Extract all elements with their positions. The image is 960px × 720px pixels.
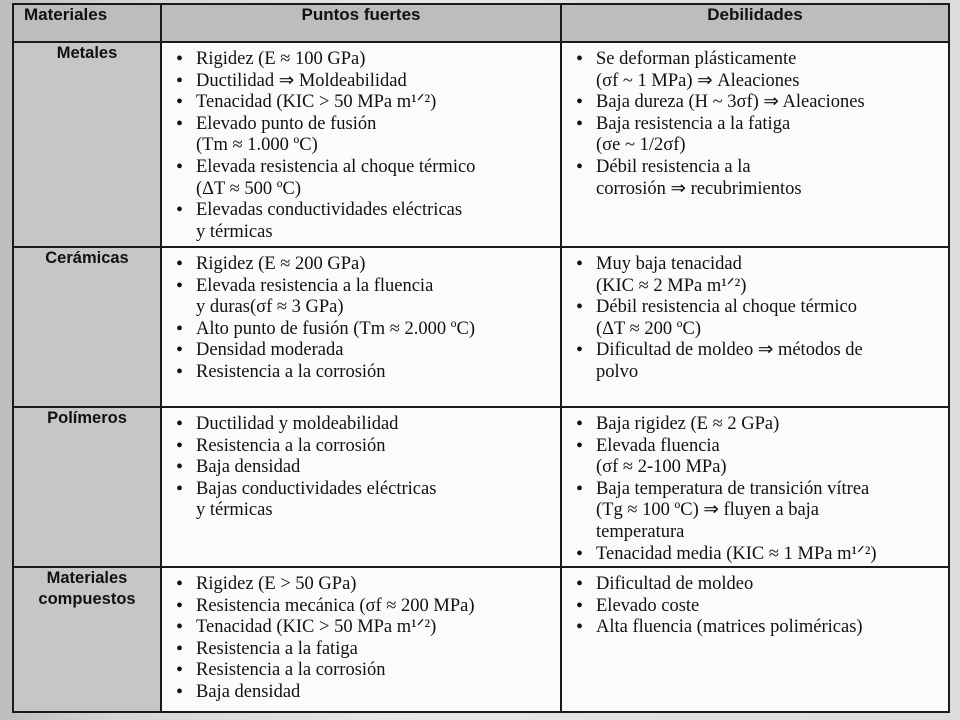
header-row: [13, 4, 949, 42]
list-item: • Rigidez (E ≈ 100 GPa): [174, 49, 556, 71]
list-item: • Dificultad de moldeo ⇒ métodos de polvo: [574, 340, 944, 383]
list-item: • Baja densidad: [174, 682, 556, 704]
list-item: • Tenacidad media (KIC ≈ 1 MPa m¹ᐟ²): [574, 544, 944, 566]
list-item: • Resistencia a la corrosión: [174, 362, 556, 384]
weaknesses-list: [562, 43, 948, 200]
material-cell: [13, 567, 161, 712]
weaknesses-list: [562, 248, 948, 384]
material-cell: [13, 42, 161, 247]
strengths-cell: [161, 407, 561, 567]
list-item: • Elevada fluencia (σf ≈ 2-100 MPa): [574, 436, 944, 479]
strengths-cell: [161, 567, 561, 712]
material-cell: [13, 247, 161, 407]
material-name: Materiales: [46, 569, 128, 587]
material-name: Polímeros: [47, 409, 127, 427]
list-item: • Débil resistencia al choque térmico (ΔT ≈ 200 ºC): [574, 297, 944, 340]
list-item: • Resistencia a la corrosión: [174, 660, 556, 682]
list-item: • Baja resistencia a la fatiga (σe ~ 1/2σf): [574, 114, 944, 157]
list-item: • Resistencia mecánica (σf ≈ 200 MPa): [174, 596, 556, 618]
strengths-cell: [161, 42, 561, 247]
material-name-line2: compuestos: [38, 590, 136, 608]
row-metales: [13, 42, 949, 247]
list-item: • Elevada resistencia a la fluencia y duras(σf ≈ 3 GPa): [174, 276, 556, 319]
row-compuestos: [13, 567, 949, 712]
list-item: • Elevado coste: [574, 596, 944, 618]
list-item: • Ductilidad y moldeabilidad: [174, 414, 556, 436]
row-ceramicas: [13, 247, 949, 407]
material-name: Metales: [56, 44, 118, 62]
header-strengths: Puntos fuertes: [161, 4, 561, 42]
list-item: • Baja densidad: [174, 457, 556, 479]
list-item: • Alto punto de fusión (Tm ≈ 2.000 ºC): [174, 319, 556, 341]
materials-table: [12, 3, 950, 713]
list-item: • Dificultad de moldeo: [574, 574, 944, 596]
weaknesses-list: [562, 568, 948, 639]
material-name: Cerámicas: [45, 249, 129, 267]
list-item: • Elevada resistencia al choque térmico (ΔT ≈ 500 ºC): [174, 157, 556, 200]
weaknesses-cell: [561, 42, 949, 247]
weaknesses-list: [562, 408, 948, 565]
list-item: • Baja rigidez (E ≈ 2 GPa): [574, 414, 944, 436]
list-item: • Baja dureza (H ~ 3σf) ⇒ Aleaciones: [574, 92, 944, 114]
strengths-list: [162, 43, 560, 243]
material-cell: [13, 407, 161, 567]
list-item: • Débil resistencia a la corrosión ⇒ recubrimientos: [574, 157, 944, 200]
list-item: • Rigidez (E > 50 GPa): [174, 574, 556, 596]
list-item: • Resistencia a la fatiga: [174, 639, 556, 661]
list-item: • Ductilidad ⇒ Moldeabilidad: [174, 71, 556, 93]
list-item: • Resistencia a la corrosión: [174, 436, 556, 458]
list-item: • Alta fluencia (matrices poliméricas): [574, 617, 944, 639]
weaknesses-cell: [561, 567, 949, 712]
strengths-list: [162, 408, 560, 522]
list-item: • Densidad moderada: [174, 340, 556, 362]
list-item: • Tenacidad (KIC > 50 MPa m¹ᐟ²): [174, 92, 556, 114]
list-item: • Elevado punto de fusión (Tm ≈ 1.000 ºC): [174, 114, 556, 157]
list-item: • Rigidez (E ≈ 200 GPa): [174, 254, 556, 276]
strengths-list: [162, 248, 560, 384]
list-item: • Se deforman plásticamente (σf ~ 1 MPa) ⇒ Aleaciones: [574, 49, 944, 92]
header-weaknesses: Debilidades: [561, 4, 949, 42]
strengths-list: [162, 568, 560, 704]
list-item: • Bajas conductividades eléctricas y térmicas: [174, 479, 556, 522]
strengths-cell: [161, 247, 561, 407]
list-item: • Tenacidad (KIC > 50 MPa m¹ᐟ²): [174, 617, 556, 639]
list-item: • Elevadas conductividades eléctricas y térmicas: [174, 200, 556, 243]
weaknesses-cell: [561, 247, 949, 407]
header-materials: Materiales: [13, 4, 161, 42]
row-polimeros: [13, 407, 949, 567]
weaknesses-cell: [561, 407, 949, 567]
list-item: • Muy baja tenacidad (KIC ≈ 2 MPa m¹ᐟ²): [574, 254, 944, 297]
list-item: • Baja temperatura de transición vítrea (Tg ≈ 100 ºC) ⇒ fluyen a baja temperatura: [574, 479, 944, 544]
